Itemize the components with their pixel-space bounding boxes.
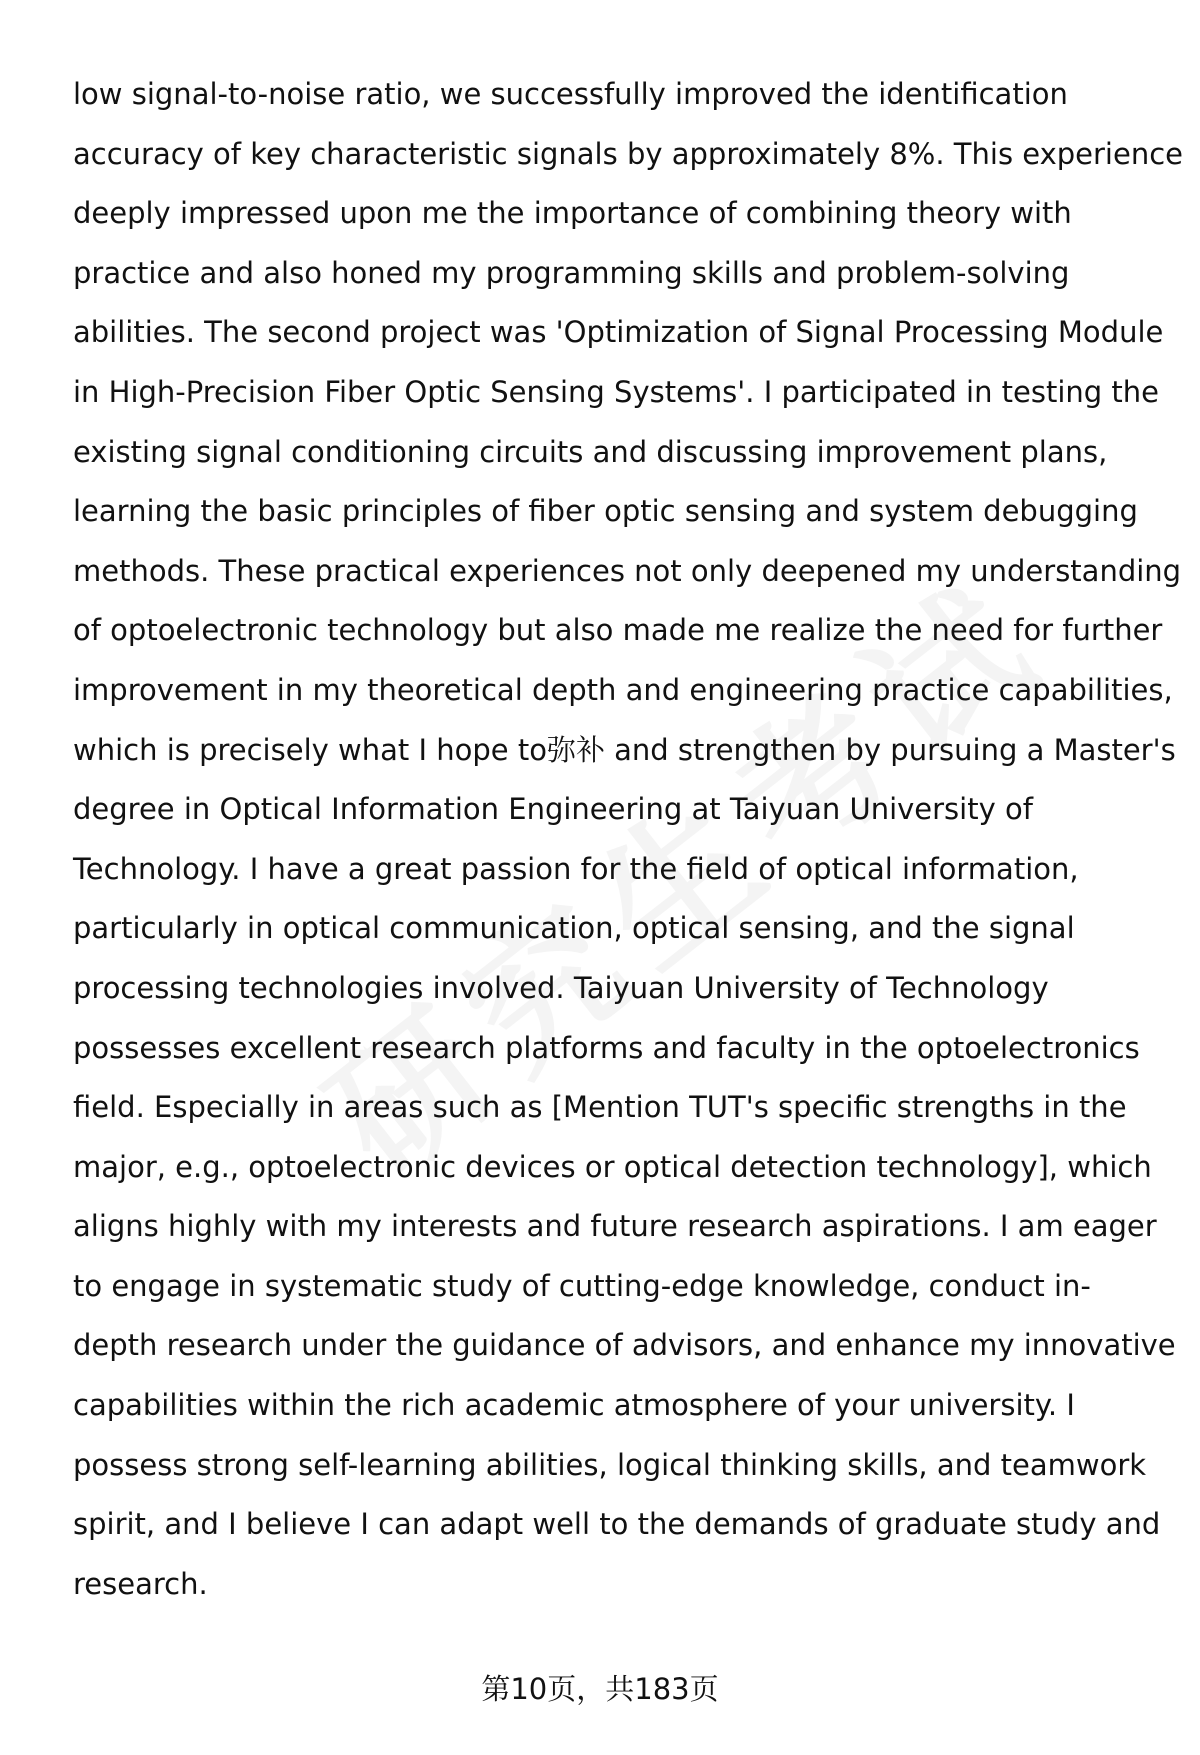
text-line: which is precisely what I hope to弥补 and strengthen by pursuing a Master's bbox=[73, 732, 1176, 767]
text-line: abilities. The second project was 'Optimization of Signal Processing Module bbox=[73, 315, 1164, 350]
body-text bbox=[73, 65, 1184, 1614]
text-line: accuracy of key characteristic signals by approximately 8%. This experience bbox=[73, 136, 1184, 171]
text-line: existing signal conditioning circuits and discussing improvement plans, bbox=[73, 434, 1108, 469]
text-line: improvement in my theoretical depth and engineering practice capabilities, bbox=[73, 672, 1173, 707]
text-line: major, e.g., optoelectronic devices or optical detection technology], which bbox=[73, 1149, 1152, 1184]
text-line: degree in Optical Information Engineering at Taiyuan University of bbox=[73, 792, 1033, 827]
page-number-footer: 第10页，共183页 bbox=[481, 1672, 719, 1706]
text-line: learning the basic principles of fiber optic sensing and system debugging bbox=[73, 494, 1138, 529]
text-line: methods. These practical experiences not only deepened my understanding bbox=[73, 553, 1182, 588]
text-line: Technology. I have a great passion for the field of optical information, bbox=[73, 851, 1079, 886]
text-line: processing technologies involved. Taiyuan University of Technology bbox=[73, 970, 1049, 1005]
text-line: in High-Precision Fiber Optic Sensing Systems'. I participated in testing the bbox=[73, 374, 1160, 409]
text-line: of optoelectronic technology but also made me realize the need for further bbox=[73, 613, 1163, 648]
text-line: practice and also honed my programming skills and problem-solving bbox=[73, 255, 1070, 290]
text-line: research. bbox=[73, 1566, 208, 1601]
text-line: to engage in systematic study of cutting-edge knowledge, conduct in- bbox=[73, 1268, 1091, 1303]
text-line: aligns highly with my interests and future research aspirations. I am eager bbox=[73, 1209, 1157, 1244]
text-line: possess strong self-learning abilities, logical thinking skills, and teamwork bbox=[73, 1447, 1147, 1482]
text-line: depth research under the guidance of advisors, and enhance my innovative bbox=[73, 1328, 1176, 1363]
text-line: low signal-to-noise ratio, we successfully improved the identification bbox=[73, 77, 1068, 111]
text-line: deeply impressed upon me the importance of combining theory with bbox=[73, 196, 1072, 231]
text-line: particularly in optical communication, optical sensing, and the signal bbox=[73, 911, 1075, 946]
text-line: capabilities within the rich academic atmosphere of your university. I bbox=[73, 1388, 1075, 1423]
text-line: spirit, and I believe I can adapt well to the demands of graduate study and bbox=[73, 1507, 1161, 1542]
text-line: possesses excellent research platforms and faculty in the optoelectronics bbox=[73, 1030, 1140, 1065]
text-line: field. Especially in areas such as [Mention TUT's specific strengths in the bbox=[73, 1090, 1127, 1125]
